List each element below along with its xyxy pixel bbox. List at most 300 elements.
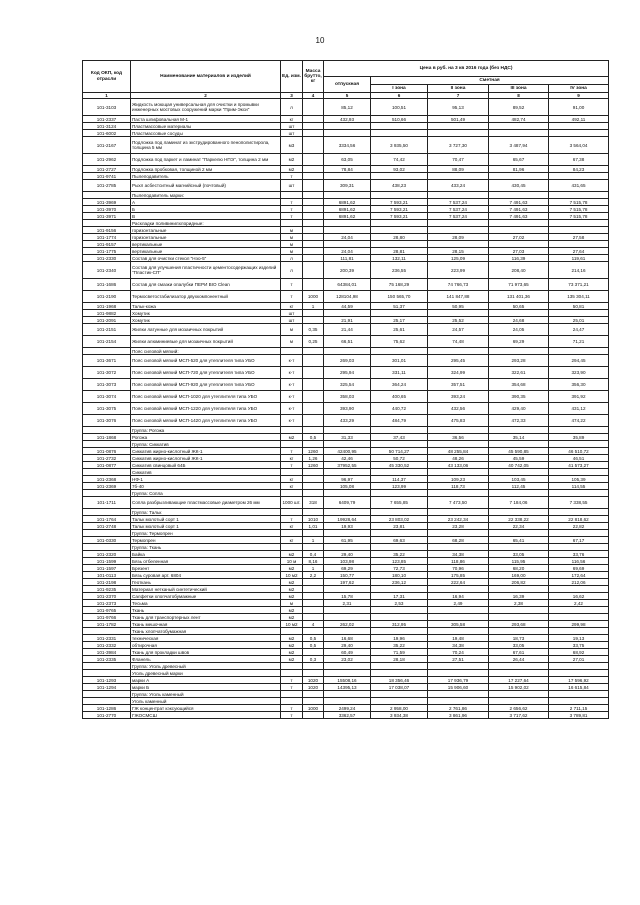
table-row xyxy=(83,154,609,166)
cell-zone1-price: 45 330,52 xyxy=(371,462,428,469)
cell-name: Бязь отбеленная xyxy=(131,558,281,565)
cell-mass xyxy=(303,206,324,213)
cell-zone3-price: 22 338,22 xyxy=(489,516,549,523)
cell-zone4-price: 33,76 xyxy=(549,551,609,558)
cell-name: ГЖ концентрат кэксующийся xyxy=(131,705,281,712)
table-row xyxy=(83,670,609,677)
table-row xyxy=(83,367,609,379)
cell-release-price: 44,59 xyxy=(324,303,371,310)
cell-zone3-price: 206,82 xyxy=(489,579,549,586)
col-index: 9 xyxy=(549,93,609,99)
cell-mass xyxy=(303,241,324,248)
cell-name: Тесьма xyxy=(131,600,281,607)
col-header-unit: Ед. изм. xyxy=(281,61,303,93)
cell-unit xyxy=(281,628,303,635)
cell-code: 101-1686 xyxy=(83,279,131,291)
cell-unit xyxy=(281,698,303,705)
cell-release-price: 3362,57 xyxy=(324,712,371,719)
cell-code: 101-3671 xyxy=(83,355,131,367)
cell-zone3-price xyxy=(489,509,549,516)
cell-name: Хомутик xyxy=(131,317,281,324)
cell-release-price: 200,39 xyxy=(324,262,371,279)
table-row xyxy=(83,712,609,719)
cell-zone2-price xyxy=(428,544,489,551)
cell-zone3-price: 131 401,36 xyxy=(489,291,549,303)
cell-release-price: 96,97 xyxy=(324,476,371,483)
col-index: 7 xyxy=(428,93,489,99)
cell-zone4-price: 7 515,78 xyxy=(549,206,609,213)
table-row xyxy=(83,691,609,698)
cell-unit xyxy=(281,663,303,670)
cell-zone4-price xyxy=(549,614,609,621)
cell-unit: к-т xyxy=(281,403,303,415)
cell-zone3-price: 116,39 xyxy=(489,255,549,262)
cell-zone2-price: 7 537,24 xyxy=(428,199,489,206)
cell-zone2-price xyxy=(428,670,489,677)
cell-zone2-price: 324,99 xyxy=(428,367,489,379)
cell-release-price xyxy=(324,469,371,476)
cell-release-price: 128104,98 xyxy=(324,291,371,303)
table-row xyxy=(83,628,609,635)
cell-unit: кг xyxy=(281,483,303,490)
cell-release-price: 393,90 xyxy=(324,403,371,415)
cell-release-price: 69,29 xyxy=(324,565,371,572)
cell-mass xyxy=(303,173,324,180)
cell-zone1-price: 100,51 xyxy=(371,99,428,116)
cell-zone4-price: 7 515,78 xyxy=(549,199,609,206)
cell-release-price: 29,40 xyxy=(324,642,371,649)
cell-unit xyxy=(281,348,303,355)
table-row xyxy=(83,558,609,565)
cell-mass: 1000 xyxy=(303,291,324,303)
cell-zone1-price: 93,02 xyxy=(371,166,428,173)
cell-zone4-price: 105,39 xyxy=(549,476,609,483)
cell-zone4-price: 431,12 xyxy=(549,403,609,415)
cell-zone2-price xyxy=(428,192,489,199)
cell-zone2-price xyxy=(428,130,489,137)
cell-zone2-price: 48,26 xyxy=(428,455,489,462)
cell-code: 101-3072 xyxy=(83,367,131,379)
cell-unit: 10 м xyxy=(281,558,303,565)
cell-zone2-price: 28,15 xyxy=(428,248,489,255)
cell-zone4-price: 46 510,72 xyxy=(549,448,609,455)
cell-zone4-price xyxy=(549,441,609,448)
cell-mass xyxy=(303,579,324,586)
cell-name: Группа: Рогожа xyxy=(131,427,281,434)
cell-code: 101-2962 xyxy=(83,154,131,166)
cell-code: 101-3076 xyxy=(83,415,131,427)
cell-mass xyxy=(303,199,324,206)
cell-zone3-price: 27,03 xyxy=(489,248,549,255)
cell-zone3-price xyxy=(489,310,549,317)
cell-zone1-price xyxy=(371,227,428,234)
cell-mass xyxy=(303,348,324,355)
cell-zone3-price xyxy=(489,544,549,551)
cell-release-price: 61,95 xyxy=(324,537,371,544)
cell-zone1-price: 28,81 xyxy=(371,248,428,255)
cell-mass: 0,5 xyxy=(303,642,324,649)
price-table xyxy=(82,60,609,719)
cell-name: Сиккатив жирно-кислотный ЖК-1 xyxy=(131,455,281,462)
cell-zone4-price: 41 573,27 xyxy=(549,462,609,469)
cell-zone3-price: 7 184,06 xyxy=(489,497,549,509)
cell-zone3-price: 293,28 xyxy=(489,355,549,367)
cell-zone1-price xyxy=(371,241,428,248)
cell-zone4-price xyxy=(549,227,609,234)
cell-zone3-price: 50,65 xyxy=(489,303,549,310)
cell-zone1-price: 23 803,02 xyxy=(371,516,428,523)
cell-zone3-price xyxy=(489,427,549,434)
cell-name: Уголь древесный марки xyxy=(131,670,281,677)
cell-zone1-price: 7 593,21 xyxy=(371,213,428,220)
table-row xyxy=(83,565,609,572)
table-row xyxy=(83,469,609,476)
cell-release-price xyxy=(324,490,371,497)
cell-zone2-price: 70,24 xyxy=(428,649,489,656)
cell-release-price: 29,40 xyxy=(324,551,371,558)
cell-zone1-price xyxy=(371,490,428,497)
cell-unit xyxy=(281,691,303,698)
cell-unit: м xyxy=(281,241,303,248)
cell-unit: м xyxy=(281,600,303,607)
cell-zone4-price: 2 711,15 xyxy=(549,705,609,712)
cell-mass: 2,2 xyxy=(303,572,324,579)
table-row xyxy=(83,130,609,137)
table-row xyxy=(83,291,609,303)
cell-unit: т xyxy=(281,291,303,303)
cell-name: техническая xyxy=(131,635,281,642)
cell-unit xyxy=(281,509,303,516)
cell-code: 101-2154 xyxy=(83,336,131,348)
cell-unit: м xyxy=(281,324,303,336)
cell-zone4-price: 492,11 xyxy=(549,116,609,123)
cell-zone2-price xyxy=(428,348,489,355)
cell-zone1-price: 28,18 xyxy=(371,656,428,663)
cell-release-price: 309,31 xyxy=(324,180,371,192)
cell-zone1-price xyxy=(371,130,428,137)
cell-code xyxy=(83,509,131,516)
cell-code: 101-2331 xyxy=(83,635,131,642)
cell-zone4-price xyxy=(549,123,609,130)
cell-mass xyxy=(303,698,324,705)
cell-mass: 0,3 xyxy=(303,656,324,663)
cell-mass xyxy=(303,476,324,483)
cell-name: Сиккатив жирно-кислотный ЖК-1 xyxy=(131,448,281,455)
cell-mass xyxy=(303,248,324,255)
cell-code: 101-1868 xyxy=(83,434,131,441)
cell-name: Группа: Сопла xyxy=(131,490,281,497)
cell-release-price xyxy=(324,544,371,551)
cell-mass xyxy=(303,391,324,403)
cell-zone3-price xyxy=(489,123,549,130)
cell-zone1-price: 400,65 xyxy=(371,391,428,403)
cell-zone2-price: 223,99 xyxy=(428,262,489,279)
cell-zone1-price: 132,11 xyxy=(371,255,428,262)
cell-mass: 1 xyxy=(303,303,324,310)
cell-mass xyxy=(303,367,324,379)
cell-unit: кг xyxy=(281,303,303,310)
cell-code: 101-3074 xyxy=(83,391,131,403)
cell-code xyxy=(83,427,131,434)
cell-zone4-price xyxy=(549,544,609,551)
cell-name: Жилки алюминиевые для мозаичных покрытий xyxy=(131,336,281,348)
cell-release-price xyxy=(324,628,371,635)
cell-code: 101-1599 xyxy=(83,558,131,565)
cell-zone2-price: 50,95 xyxy=(428,303,489,310)
col-header-zone1: I зона xyxy=(371,85,428,93)
cell-code: 101-0876 xyxy=(83,448,131,455)
cell-mass: 318 xyxy=(303,497,324,509)
cell-mass xyxy=(303,403,324,415)
cell-zone4-price xyxy=(549,530,609,537)
cell-zone3-price: 430,45 xyxy=(489,180,549,192)
cell-code: 101-1774 xyxy=(83,234,131,241)
cell-zone2-price: 48 255,84 xyxy=(428,448,489,455)
cell-unit xyxy=(281,427,303,434)
cell-name: В xyxy=(131,213,281,220)
cell-zone4-price: 33,75 xyxy=(549,642,609,649)
cell-zone3-price: 322,61 xyxy=(489,367,549,379)
cell-unit: шт xyxy=(281,123,303,130)
cell-unit: т xyxy=(281,684,303,691)
cell-unit: м2 xyxy=(281,434,303,441)
table-row xyxy=(83,403,609,415)
cell-mass xyxy=(303,220,324,227)
cell-unit: м2 xyxy=(281,551,303,558)
table-row xyxy=(83,116,609,123)
cell-code: 101-2369 xyxy=(83,483,131,490)
cell-code: 101-9157 xyxy=(83,241,131,248)
table-row xyxy=(83,434,609,441)
cell-zone3-price xyxy=(489,614,549,621)
cell-zone1-price xyxy=(371,698,428,705)
cell-mass xyxy=(303,355,324,367)
cell-code: 101-2732 xyxy=(83,455,131,462)
cell-release-price: 42400,95 xyxy=(324,448,371,455)
cell-unit: л xyxy=(281,99,303,116)
cell-zone2-price: 109,23 xyxy=(428,476,489,483)
cell-zone3-price: 16,39 xyxy=(489,593,549,600)
cell-name: Пояс силовой мягкий МСП-720 для утеплителя типа УБО xyxy=(131,367,281,379)
cell-zone1-price: 28,80 xyxy=(371,234,428,241)
table-row xyxy=(83,220,609,227)
cell-zone3-price: 169,00 xyxy=(489,572,549,579)
cell-code: 101-3970 xyxy=(83,206,131,213)
cell-mass xyxy=(303,227,324,234)
cell-name: Рыхл асбестситный магнийсный (почтовый) xyxy=(131,180,281,192)
table-row xyxy=(83,537,609,544)
cell-unit: м2 xyxy=(281,579,303,586)
cell-zone2-price: 7 473,50 xyxy=(428,497,489,509)
cell-zone1-price: 301,01 xyxy=(371,355,428,367)
table-row xyxy=(83,241,609,248)
table-row xyxy=(83,415,609,427)
cell-zone1-price xyxy=(371,220,428,227)
cell-zone2-price xyxy=(428,173,489,180)
cell-name: Сопла разбрызгивающие пластмассовые диаметром 26 мм xyxy=(131,497,281,509)
table-row xyxy=(83,180,609,192)
cell-code: 101-1764 xyxy=(83,516,131,523)
cell-zone1-price: 3 934,38 xyxy=(371,712,428,719)
cell-name: Уголь каменный xyxy=(131,698,281,705)
cell-zone2-price xyxy=(428,469,489,476)
cell-unit: шт xyxy=(281,130,303,137)
cell-code: 101-2330 xyxy=(83,255,131,262)
cell-zone3-price: 390,35 xyxy=(489,391,549,403)
cell-code: 101-2198 xyxy=(83,579,131,586)
cell-code: 101-9765 xyxy=(83,607,131,614)
cell-mass xyxy=(303,663,324,670)
cell-mass: 1000 xyxy=(303,705,324,712)
cell-code: 101-2151 xyxy=(83,324,131,336)
cell-name: Жидкость моющая универсальная для очистки и промывки инженерных мостовых сооружений марки "Прим-Экси" xyxy=(131,99,281,116)
cell-name: Паста шлифовальная М-1 xyxy=(131,116,281,123)
cell-zone3-price: 7 491,63 xyxy=(489,199,549,206)
cell-zone1-price: 510,66 xyxy=(371,116,428,123)
cell-zone3-price: 24,68 xyxy=(489,317,549,324)
cell-zone1-price: 51,37 xyxy=(371,303,428,310)
cell-mass: 1010 xyxy=(303,516,324,523)
cell-zone3-price: 115,95 xyxy=(489,558,549,565)
cell-zone3-price: 3 487,94 xyxy=(489,137,549,154)
cell-zone4-price xyxy=(549,663,609,670)
cell-release-price: 19,93 xyxy=(324,523,371,530)
table-row xyxy=(83,391,609,403)
table-row xyxy=(83,448,609,455)
cell-zone4-price: 22,82 xyxy=(549,523,609,530)
cell-zone3-price: 35,14 xyxy=(489,434,549,441)
cell-name: Пояс силовой мягкий: xyxy=(131,348,281,355)
cell-zone2-price: 16,94 xyxy=(428,593,489,600)
col-index: 1 xyxy=(83,93,131,99)
cell-unit: м2 xyxy=(281,649,303,656)
cell-zone3-price xyxy=(489,469,549,476)
cell-zone2-price: 475,83 xyxy=(428,415,489,427)
cell-mass xyxy=(303,490,324,497)
cell-unit: м2 xyxy=(281,565,303,572)
cell-name: Группа: Уголь древесный xyxy=(131,663,281,670)
cell-zone2-price: 88,09 xyxy=(428,166,489,173)
table-row xyxy=(83,427,609,434)
table-row xyxy=(83,483,609,490)
cell-name: Ткань xyxy=(131,607,281,614)
cell-release-price: 6891,62 xyxy=(324,206,371,213)
cell-zone4-price: 17 596,92 xyxy=(549,677,609,684)
cell-name: Пояс силовой мягкий МСП-1220 для утеплителя типа УБО xyxy=(131,403,281,415)
cell-zone4-price: 68,92 xyxy=(549,649,609,656)
cell-zone3-price xyxy=(489,220,549,227)
cell-release-price xyxy=(324,530,371,537)
cell-zone3-price: 71 973,65 xyxy=(489,279,549,291)
cell-code: 101-1782 xyxy=(83,621,131,628)
cell-code: 101-2190 xyxy=(83,291,131,303)
cell-release-price: 105,08 xyxy=(324,483,371,490)
cell-unit: к-т xyxy=(281,379,303,391)
cell-zone2-price: 95,13 xyxy=(428,99,489,116)
cell-zone1-price: 75 168,29 xyxy=(371,279,428,291)
cell-zone4-price: 46,51 xyxy=(549,455,609,462)
cell-name: обтирочная xyxy=(131,642,281,649)
cell-zone1-price: 35,22 xyxy=(371,551,428,558)
cell-code: 101-3073 xyxy=(83,379,131,391)
cell-zone4-price xyxy=(549,469,609,476)
cell-release-price xyxy=(324,607,371,614)
cell-zone3-price: 18,73 xyxy=(489,635,549,642)
cell-zone2-price: 222,64 xyxy=(428,579,489,586)
cell-mass xyxy=(303,614,324,621)
cell-zone2-price: 28,09 xyxy=(428,234,489,241)
cell-zone2-price: 17 936,79 xyxy=(428,677,489,684)
cell-unit: к-т xyxy=(281,355,303,367)
cell-mass: 4 xyxy=(303,621,324,628)
cell-release-price xyxy=(324,427,371,434)
cell-release-price: 432,93 xyxy=(324,116,371,123)
cell-name: Бязь суровая арт. 6804 xyxy=(131,572,281,579)
cell-zone4-price: 69,69 xyxy=(549,565,609,572)
cell-code xyxy=(83,441,131,448)
cell-unit: м xyxy=(281,336,303,348)
cell-zone2-price xyxy=(428,614,489,621)
cell-zone2-price xyxy=(428,227,489,234)
cell-zone3-price xyxy=(489,586,549,593)
cell-zone3-price: 65,67 xyxy=(489,154,549,166)
cell-zone4-price: 35,89 xyxy=(549,434,609,441)
cell-zone4-price: 474,22 xyxy=(549,415,609,427)
cell-code: 101-3124 xyxy=(83,123,131,130)
cell-zone1-price: 71,59 xyxy=(371,649,428,656)
cell-zone4-price: 22 818,62 xyxy=(549,516,609,523)
cell-zone4-price xyxy=(549,192,609,199)
table-row xyxy=(83,234,609,241)
cell-zone2-price: 125,09 xyxy=(428,255,489,262)
cell-name: Пояс силовой мягкий МСП-920 для утеплителя типа УБО xyxy=(131,379,281,391)
cell-zone3-price xyxy=(489,698,549,705)
cell-code: 101-2335 xyxy=(83,656,131,663)
table-row xyxy=(83,206,609,213)
cell-unit: к-т xyxy=(281,391,303,403)
cell-zone2-price: 393,24 xyxy=(428,391,489,403)
cell-zone4-price: 24,47 xyxy=(549,324,609,336)
cell-mass xyxy=(303,234,324,241)
cell-zone3-price: 81,96 xyxy=(489,166,549,173)
cell-name: Салфетки хлопчатобумажные xyxy=(131,593,281,600)
cell-release-price: 433,29 xyxy=(324,415,371,427)
table-row xyxy=(83,336,609,348)
cell-release-price: 6891,62 xyxy=(324,213,371,220)
cell-zone4-price xyxy=(549,348,609,355)
cell-release-price: 15508,16 xyxy=(324,677,371,684)
cell-release-price: 15,78 xyxy=(324,593,371,600)
cell-zone4-price: 299,98 xyxy=(549,621,609,628)
cell-unit: т xyxy=(281,462,303,469)
table-row xyxy=(83,705,609,712)
cell-code: 101-0330 xyxy=(83,537,131,544)
cell-zone2-price: 357,51 xyxy=(428,379,489,391)
cell-zone4-price xyxy=(549,586,609,593)
cell-name: Подложка под паркет и ламинат "Паркелю НПЭ", толщина 2 мм xyxy=(131,154,281,166)
cell-zone2-price xyxy=(428,607,489,614)
cell-name: Тальк молотый сорт 1 xyxy=(131,523,281,530)
cell-code xyxy=(83,348,131,355)
cell-release-price xyxy=(324,441,371,448)
cell-release-price xyxy=(324,691,371,698)
cell-release-price: 6891,62 xyxy=(324,199,371,206)
table-row xyxy=(83,677,609,684)
cell-zone4-price: 27,58 xyxy=(549,234,609,241)
cell-zone4-price xyxy=(549,220,609,227)
cell-mass: 0,5 xyxy=(303,434,324,441)
cell-zone1-price: 25,61 xyxy=(371,324,428,336)
